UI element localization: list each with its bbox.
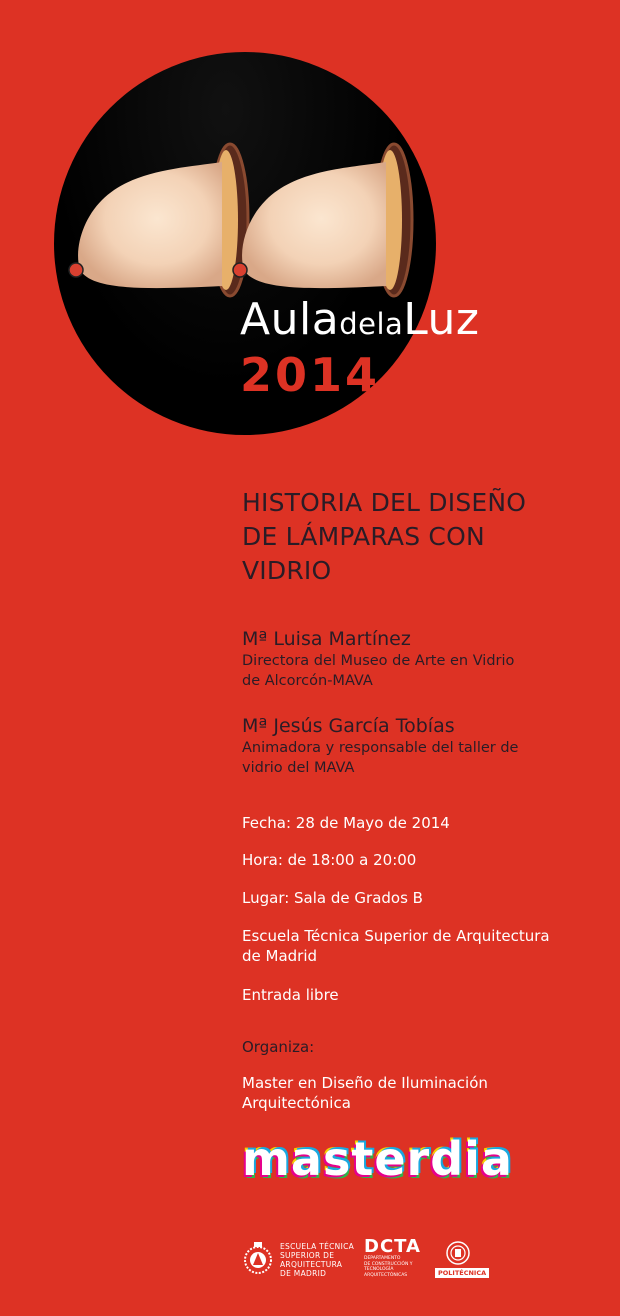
speaker-role: Animadora y responsable del taller de [242, 740, 519, 756]
event-school [242, 926, 602, 966]
event-title-line: VIDRIO [242, 556, 332, 585]
masterdia-logo: masterdia [242, 1132, 513, 1186]
upm-logo-label: POLITÉCNICA [435, 1268, 489, 1278]
event-location: Lugar: Sala de Grados B [242, 889, 423, 907]
school-line: de Madrid [242, 947, 318, 965]
event-admission: Entrada libre [242, 986, 339, 1004]
speaker-name: Mª Luisa Martínez [242, 628, 411, 650]
speaker-1 [242, 627, 514, 691]
etsam-logo-text [280, 1242, 354, 1278]
organizer-name [242, 1073, 602, 1113]
etsam-line: ARQUITECTURA [280, 1260, 343, 1269]
title-luz: Luz [403, 294, 480, 345]
footer-logos [242, 1238, 492, 1284]
speaker-role: vidrio del MAVA [242, 760, 355, 776]
dcta-line: TECNOLOGÍA [364, 1267, 394, 1272]
event-title [242, 486, 612, 588]
dcta-logo-subtitle [364, 1256, 424, 1278]
etsam-line: SUPERIOR DE [280, 1251, 335, 1260]
etsam-line: ESCUELA TÉCNICA [280, 1242, 355, 1251]
title-aula: Aula [240, 294, 340, 345]
speaker-role: Directora del Museo de Arte en Vidrio [242, 653, 515, 669]
event-date: Fecha: 28 de Mayo de 2014 [242, 814, 450, 832]
dcta-logo: DCTA [364, 1236, 421, 1257]
title-dela: dela [339, 307, 404, 341]
event-time: Hora: de 18:00 a 20:00 [242, 851, 417, 869]
glass-lamp-image-right [226, 140, 416, 310]
organizer-label: Organiza: [242, 1038, 315, 1056]
school-line: Escuela Técnica Superior de Arquitectura [242, 927, 550, 945]
dcta-line: DEPARTAMENTO [364, 1256, 401, 1261]
dcta-line: ARQUITECTÓNICAS [364, 1272, 408, 1278]
organizer-name-line: Arquitectónica [242, 1094, 351, 1112]
event-title-line: DE LÁMPARAS CON [242, 522, 485, 551]
speaker-role: de Alcorcón-MAVA [242, 673, 373, 689]
event-title-line: HISTORIA DEL DISEÑO [242, 488, 527, 517]
upm-crest-icon [446, 1240, 470, 1266]
series-title [240, 294, 480, 345]
speaker-2 [242, 714, 518, 778]
organizer-name-line: Master en Diseño de Iluminación [242, 1074, 488, 1092]
dcta-line: DE CONSTRUCCIÓN Y [364, 1261, 413, 1267]
speaker-name: Mª Jesús García Tobías [242, 715, 455, 737]
etsam-line: DE MADRID [280, 1269, 327, 1278]
etsam-crest-icon [242, 1240, 274, 1278]
glass-lamp-image-left [62, 140, 252, 310]
series-year: 2014 [240, 348, 381, 402]
